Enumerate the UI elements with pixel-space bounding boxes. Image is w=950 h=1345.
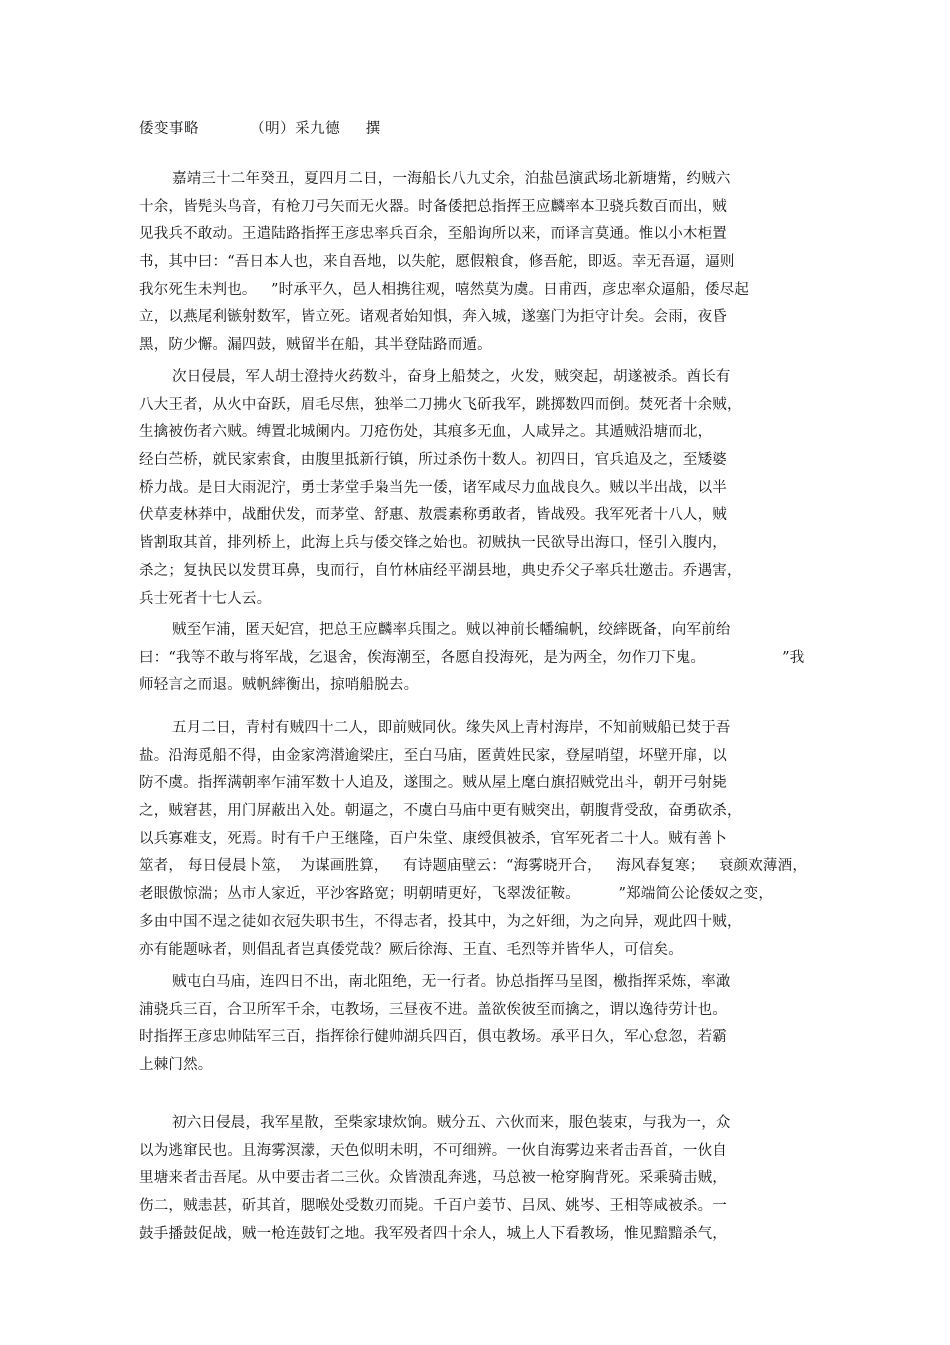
- paragraph-2: [139, 364, 819, 613]
- paragraph-4: [139, 715, 819, 964]
- text-line: 防不虞。指挥满朝率乍浦军数十人追及，遂围之。贼从屋上麾白旗招贼党出斗，朝开弓射毙: [139, 775, 727, 792]
- text-line: 师轻言之而退。贼帆繂衡出，掠哨船脱去。: [139, 677, 419, 694]
- text-line: 贼屯白马庙，连四日不出，南北阻绝，无一行者。协总指挥马呈图，檄指挥采炼，率澉: [172, 974, 731, 990]
- text-line: 生擒被伤者六贼。缚置北城阑内。刀疮伤处，其痕多无血，人咸异之。其遁贼沿塘而北，: [139, 424, 713, 441]
- paragraph-6: [139, 1110, 819, 1248]
- text-line: 筮者， 每日侵晨卜筮， 为谋画胜算， 有诗题庙壁云：“海雾晓开合， 海风春复寒； 衰颜欢薄酒，: [139, 858, 808, 875]
- paragraph-3: [139, 617, 819, 700]
- text-line: 五月二日，青村有贼四十二人，即前贼同伙。缘失风上青村海岸，不知前贼船已焚于吾: [172, 720, 731, 736]
- text-line: 次日侵晨，军人胡士澄持火药数斗，奋身上船焚之，火发，贼突起，胡遂被杀。酋长有: [172, 369, 731, 385]
- document-title: 倭变事略 （明）采九德 撰: [139, 121, 381, 137]
- text-line: 之，贼窘甚，用门屏蔽出入处。朝逼之，不虞白马庙中更有贼突出，朝腹背受敌，奋勇砍杀，: [139, 803, 742, 820]
- text-line: 时指挥王彦忠帅陆军三百，指挥徐行健帅湖兵四百，俱屯教场。承平日久，军心怠忽，若霸: [139, 1029, 727, 1046]
- text-line: 立，以燕尾利镞射数军，皆立死。诸观者始知惧，奔入城，遂塞门为拒守计矣。会雨，夜昏: [139, 309, 727, 326]
- text-line: 以兵寡难支，死焉。时有千户王继隆，百户朱堂、康绶俱被杀，官军死者二十人。贼有善卜: [139, 830, 727, 847]
- text-line: 初六日侵晨，我军星散，至柴家埭炊饷。贼分五、六伙而来，服色装束，与我为一，众: [172, 1115, 731, 1131]
- text-line: 伏草麦林莽中，战酣伏发，而茅堂、舒惠、敖震素称勇敢者，皆战殁。我军死者十八人，贼: [139, 507, 727, 524]
- text-line: 上棘门然。: [139, 1057, 213, 1074]
- text-line: 黑，防少懈。漏四鼓，贼留半在船，其半登陆路而遁。: [139, 337, 492, 354]
- text-line: 曰：“我等不敢与将军战，乞退舍，俟海潮至，各愿自投海死，是为两全，勿作刀下鬼。 ”我: [139, 649, 805, 666]
- text-line: 兵士死者十七人云。: [139, 590, 272, 607]
- text-line: 书，其中曰：“吾日本人也，来自吾地，以失舵，愿假粮食，修吾舵，即返。幸无吾逼，逼则: [139, 254, 735, 271]
- text-line: 贼至乍浦，匿天妃宫，把总王应麟率兵围之。贼以神前长幡编帆，绞繂既备，向军前绐: [172, 622, 731, 638]
- text-line: 盐。沿海觅船不得，由金家湾潜逾梁庄，至白马庙，匿黄姓民家，登屋哨望，坏壁开扉，以: [139, 747, 727, 764]
- text-line: 里塘来者击吾尾。从中要击者二三伙。众皆溃乱奔逃，马总被一枪穿胸背死。采乘骑击贼，: [139, 1170, 727, 1187]
- text-line: 杀之；复执民以发贯耳鼻，曳而行，自竹林庙经平湖县地，典史乔父子率兵壮邀击。乔遇害，: [139, 562, 742, 579]
- text-line: 以为逃窜民也。且海雾溟濛，天色似明未明，不可细辨。一伙自海雾边来者击吾首，一伙自: [139, 1142, 727, 1159]
- text-line: 老眼傲惊湍；丛市人家近，平沙客路宽；明朝晴更好，飞翠泼征鞍。 ”郑端简公论倭奴之变，: [139, 886, 774, 903]
- paragraph-5: [139, 969, 819, 1080]
- text-line: 桥力战。是日大雨泥泞，勇士茅堂手枭当先一倭，诸军咸尽力血战良久。贼以半出战，以半: [139, 479, 727, 496]
- text-line: 鼓手播鼓促战，贼一枪连鼓钉之地。我军殁者四十余人，城上人下看教场，惟见黯黯杀气，: [139, 1225, 727, 1242]
- text-line: 经白苎桥，就民家索食，由腹里抵新行镇，所过杀伤十数人。初四日，官兵追及之，至矮婆: [139, 452, 727, 469]
- text-line: 嘉靖三十二年癸丑，夏四月二日，一海船长八九丈余，泊盐邑演武场北新塘觜，约贼六: [172, 171, 731, 187]
- text-line: 伤二，贼恚甚，斫其首，腮喉处受数刃而毙。千百户姜节、吕凤、姚岑、王相等咸被杀。一: [139, 1198, 727, 1215]
- text-line: 八大王者，从火中奋跃，眉毛尽焦，独举二刀拂火飞斫我军，跳掷数四而倒。焚死者十余贼，: [139, 396, 742, 413]
- text-line: 多由中国不逞之徒如衣冠失职书生，不得志者，投其中，为之奸细，为之向异，观此四十贼，: [139, 913, 742, 930]
- text-line: 十余，皆髡头鸟音，有枪刀弓矢而无火器。时备倭把总指挥王应麟率本卫骁兵数百而出，贼: [139, 198, 727, 215]
- text-line: 皆割取其首，排列桥上，此海上兵与倭交锋之始也。初贼执一民欲导出海口，怪引入腹内，: [139, 535, 727, 552]
- paragraph-1: [139, 166, 819, 360]
- text-line: 我尔死生未判也。 ”时承平久，邑人相携往观，嘻然莫为虞。日甫西，彦忠率众逼船，倭尽起: [139, 281, 750, 298]
- text-line: 浦骁兵三百，合卫所军千余，屯教场，三昼夜不进。盖欲俟彼至而擒之，谓以逸待劳计也。: [139, 1001, 727, 1018]
- text-line: 见我兵不敢动。王遣陆路指挥王彦忠率兵百余，至船询所以来，而译言莫通。惟以小木柜置: [139, 226, 727, 243]
- text-line: 亦有能题咏者，则倡乱者岂真倭党哉？厥后徐海、王直、毛烈等并皆华人，可信矣。: [139, 941, 683, 958]
